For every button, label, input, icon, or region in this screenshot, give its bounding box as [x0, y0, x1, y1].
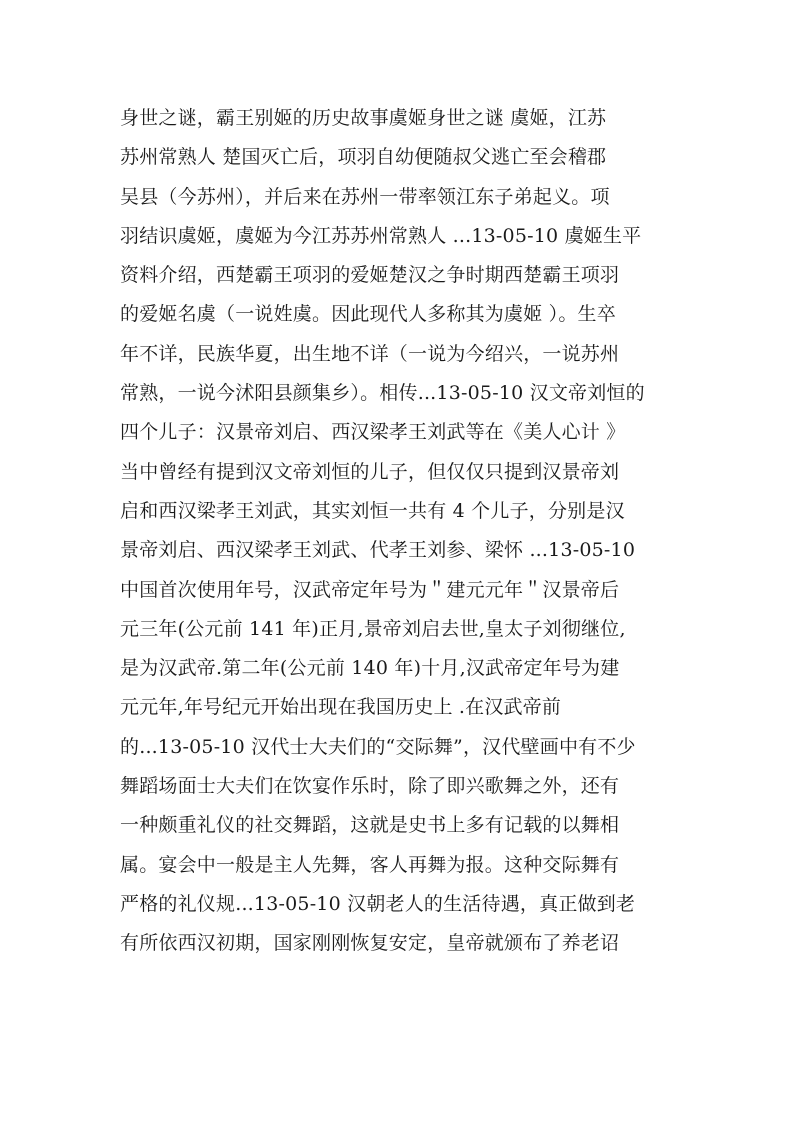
text-line: 资料介绍，西楚霸王项羽的爱姬楚汉之争时期西楚霸王项羽 — [120, 264, 620, 287]
text-line: 的爱姬名虞（一说姓虞。因此现代人多称其为虞姬 ）。生卒 — [120, 303, 616, 326]
text-line: 元三年(公元前 141 年)正月,景帝刘启去世,皇太子刘彻继位, — [120, 617, 626, 640]
text-line: 苏州常熟人 楚国灭亡后，项羽自幼便随叔父逃亡至会稽郡 — [120, 146, 607, 169]
text-line: 身世之谜，霸王别姬的历史故事虞姬身世之谜 虞姬，江苏 — [120, 107, 607, 129]
text-line: 四个儿子：汉景帝刘启、西汉梁孝王刘武等在《美人心计 》 — [120, 421, 626, 444]
body-text — [120, 99, 680, 964]
text-line: 吴县（今苏州），并后来在苏州一带率领江东子弟起义。项 — [120, 185, 610, 208]
text-line: 属。宴会中一般是主人先舞，客人再舞为报。这种交际舞有 — [120, 853, 620, 876]
text-line: 羽结识虞姬，虞姬为今江苏苏州常熟人 ...13-05-10 虞姬生平 — [120, 224, 642, 247]
text-line: 元元年,年号纪元开始出现在我国历史上 .在汉武帝前 — [120, 696, 562, 719]
text-line: 中国首次使用年号，汉武帝定年号为＂建元元年＂汉景帝后 — [120, 578, 620, 601]
text-line: 年不详，民族华夏，出生地不详（一说为今绍兴，一说苏州 — [120, 342, 620, 365]
text-line: 的...13-05-10 汉代士大夫们的“交际舞”，汉代壁画中有不少 — [120, 735, 636, 758]
text-line: 常熟，一说今沭阳县颜集乡）。相传...13-05-10 汉文帝刘恒的 — [120, 382, 645, 405]
text-line: 是为汉武帝.第二年(公元前 140 年)十月,汉武帝定年号为建 — [120, 657, 620, 680]
text-line: 一种颇重礼仪的社交舞蹈，这就是史书上多有记载的以舞相 — [120, 814, 620, 837]
text-line: 启和西汉梁孝王刘武，其实刘恒一共有 4 个儿子，分别是汉 — [120, 499, 625, 522]
text-line: 有所依西汉初期，国家刚刚恢复安定，皇帝就颁布了养老诏 — [120, 932, 620, 955]
text-line: 当中曾经有提到汉文帝刘恒的儿子，但仅仅只提到汉景帝刘 — [120, 460, 620, 483]
text-line: 景帝刘启、西汉梁孝王刘武、代孝王刘参、梁怀 ...13-05-10 — [120, 539, 636, 562]
text-line: 舞蹈场面士大夫们在饮宴作乐时，除了即兴歌舞之外，还有 — [120, 775, 620, 798]
text-line: 严格的礼仪规...13-05-10 汉朝老人的生活待遇，真正做到老 — [120, 892, 636, 915]
